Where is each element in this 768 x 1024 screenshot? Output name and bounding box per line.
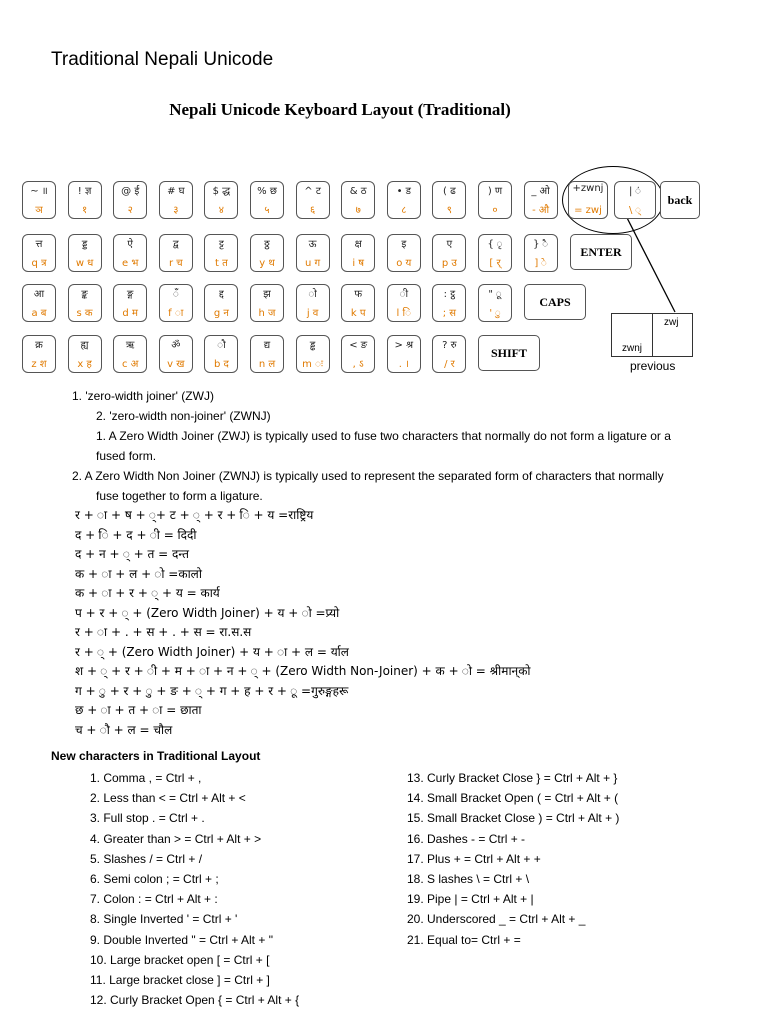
key-row4-9-base-label: . ।	[398, 359, 409, 370]
key-row2-3-base-label: e भ	[122, 258, 139, 269]
shortcut-item: 5. Slashes / = Ctrl + /	[90, 851, 203, 866]
key-row1-12-base-label: - औ	[532, 205, 550, 216]
note-zwj: 1. 'zero-width joiner' (ZWJ)	[72, 389, 214, 403]
key-row3-8	[341, 284, 375, 322]
formula-line: र + ् + (Zero Width Joiner) + य + ा + ल = र्याल	[75, 644, 349, 659]
key-row4-2	[68, 335, 102, 373]
key-row4-5	[204, 335, 238, 373]
key-row4-9	[387, 335, 421, 373]
key-row3-4-base-label: f ा	[168, 308, 184, 319]
key-row1-1-shift-label: ~ ॥	[30, 186, 48, 197]
key-row3-5-base-label: g न	[213, 308, 229, 319]
key-row4-5-shift-label: ौ	[217, 340, 226, 351]
caps-key: CAPS	[524, 284, 586, 320]
key-row2-2-base-label: w ध	[75, 258, 94, 269]
key-row4-10	[432, 335, 466, 373]
key-row3-6	[250, 284, 284, 322]
key-row1-10-base-label: ९	[446, 205, 452, 216]
key-row2-7-base-label: u ग	[305, 258, 321, 269]
key-row2-10-shift-label: ए	[446, 239, 453, 250]
keyboard-diagram	[0, 0, 768, 400]
key-row1-4-shift-label: # घ	[167, 186, 185, 197]
key-row4-7	[296, 335, 330, 373]
key-row3-7	[296, 284, 330, 322]
key-row2-6-base-label: y थ	[259, 258, 275, 269]
key-row2-12-shift-label: } ै	[533, 239, 549, 250]
shortcut-item: 21. Equal to= Ctrl + =	[407, 932, 521, 947]
key-row2-4	[159, 234, 193, 272]
back-key: back	[660, 181, 700, 219]
key-row3-2-shift-label: ङ्क	[81, 289, 88, 300]
key-row4-8	[341, 335, 375, 373]
key-row1-10	[432, 181, 466, 219]
key-row2-7-shift-label: ऊ	[308, 239, 317, 250]
key-row2-1-base-label: q त्र	[31, 258, 47, 269]
key-row4-4	[159, 335, 193, 373]
formula-line: ग + ु + र + ु + ङ + ् + ग + ह + र + ू =गुरुङ्गहरू	[75, 683, 349, 698]
new-characters-left-column	[90, 768, 299, 1010]
key-row2-8-base-label: i ष	[352, 258, 365, 269]
key-row4-10-base-label: / र	[444, 359, 455, 370]
key-row3-5-shift-label: द्द	[218, 289, 224, 300]
key-row3-10-shift-label: : ट्ठ	[443, 289, 456, 300]
key-row2-3	[113, 234, 147, 272]
key-row2-8	[341, 234, 375, 272]
key-row3-4	[159, 284, 193, 322]
key-row3-5	[204, 284, 238, 322]
key-row2-7	[296, 234, 330, 272]
key-row2-6	[250, 234, 284, 272]
document-title: Traditional Nepali Unicode	[51, 49, 274, 70]
key-row4-7-shift-label: ड्ढ	[309, 340, 316, 351]
formula-line: र + ा + ष + ्+ ट + ् + र + ि + य =राष्ट्रिय	[75, 508, 314, 522]
key-row3-1-base-label: a ब	[31, 308, 47, 319]
enter-key: ENTER	[570, 234, 632, 270]
key-row1-3-base-label: २	[127, 205, 133, 216]
key-row1-4	[159, 181, 193, 219]
key-row3-10	[432, 284, 466, 322]
key-row3-3-shift-label: ङ्ग	[127, 289, 134, 300]
key-row2-9-base-label: o य	[396, 258, 412, 269]
key-row1-7-base-label: ६	[309, 205, 316, 216]
key-row3-11-shift-label: " ू	[488, 289, 502, 300]
keyboard-layout-title: Nepali Unicode Keyboard Layout (Traditional)	[169, 100, 511, 119]
key-row3-2-base-label: s क	[76, 308, 93, 319]
formula-line: श + ् + र + ी + म + ा + न + ् + (Zero Width Non-Joiner) + क + ो = श्रीमान्‌को	[75, 664, 531, 678]
key-row4-6-shift-label: द्य	[263, 340, 271, 351]
key-row1-10-shift-label: ( ढ	[443, 186, 456, 197]
key-row3-11-base-label: ' ु	[489, 308, 501, 319]
key-row4-2-shift-label: ह्य	[80, 340, 89, 351]
key-row3-11	[478, 284, 512, 322]
key-row2-12-base-label: ] े	[534, 258, 547, 269]
key-row3-1	[22, 284, 56, 322]
shortcut-item: 6. Semi colon ; = Ctrl + ;	[90, 872, 219, 887]
key-row1-4-base-label: ३	[173, 205, 179, 216]
key-row1-3-shift-label: @ ई	[121, 186, 140, 197]
key-row2-11-base-label: [ र्	[489, 258, 501, 269]
key-row1-6	[250, 181, 284, 219]
key-row1-6-shift-label: % छ	[257, 186, 277, 197]
formula-line: द + ि + द + ी = दिदी	[75, 527, 197, 542]
shortcut-item: 7. Colon : = Ctrl + Alt + :	[90, 892, 218, 907]
key-row2-9	[387, 234, 421, 272]
key-row3-8-shift-label: फ	[354, 289, 363, 300]
formula-line: र + ा + . + स + . + स = रा.स.स	[75, 625, 252, 639]
note-zwnj-desc-cont: fuse together to form a ligature.	[96, 489, 263, 503]
prev-zwnj-label: zwnj	[622, 343, 643, 354]
key-row2-4-base-label: r च	[168, 258, 183, 269]
key-row3-9-shift-label: ी	[399, 289, 409, 300]
key-row1-3	[113, 181, 147, 219]
key-row4-1	[22, 335, 56, 373]
key-row1-8-shift-label: & ठ	[349, 186, 367, 197]
shortcut-item: 2. Less than < = Ctrl + Alt + <	[90, 791, 246, 806]
formula-line: च + ौ + ल = चौल	[75, 722, 173, 737]
key-row4-8-shift-label: < ङ	[349, 340, 368, 351]
key-row1-5	[204, 181, 238, 219]
key-row2-11	[478, 234, 512, 272]
key-row2-5	[204, 234, 238, 272]
prev-zwj-label: zwj	[664, 317, 679, 328]
key-row4-3-base-label: c अ	[122, 359, 139, 370]
key-row4-6	[250, 335, 284, 373]
key-row4-10-shift-label: ? रु	[442, 340, 457, 351]
key-row3-2	[68, 284, 102, 322]
shortcut-item: 10. Large bracket open [ = Ctrl + [	[90, 952, 270, 967]
shortcut-item: 1. Comma , = Ctrl + ,	[90, 771, 202, 785]
key-row4-3	[113, 335, 147, 373]
key-row3-7-base-label: j व	[306, 308, 319, 319]
key-row1-7-shift-label: ^ ट	[304, 186, 321, 197]
note-zwj-desc: 1. A Zero Width Joiner (ZWJ) is typically used to fuse two characters that normally do not form a ligature or a	[96, 429, 671, 443]
formula-line: प + र + ् + (Zero Width Joiner) + य + ो =प्र्यो	[75, 605, 340, 620]
key-row2-3-shift-label: ऐ	[127, 239, 133, 250]
shortcut-item: 9. Double Inverted " = Ctrl + Alt + "	[90, 932, 273, 947]
key-row1-5-shift-label: $ द्ध	[212, 186, 231, 197]
shift-key: SHIFT	[478, 335, 540, 371]
key-row3-7-shift-label: ो	[308, 289, 317, 300]
key-row3-9-base-label: l ि	[396, 308, 412, 319]
key-row2-1-shift-label: त्त	[35, 239, 43, 250]
key-row1-5-base-label: ४	[218, 205, 224, 216]
key-zwnj-base-label: = zwj	[574, 205, 602, 216]
key-row1-11-base-label: ०	[492, 205, 498, 216]
key-pipe	[614, 181, 656, 219]
key-row3-4-shift-label: ँ	[172, 289, 179, 300]
note-zwj-desc-cont: fused form.	[96, 449, 157, 463]
key-row4-5-base-label: b द	[213, 359, 229, 370]
key-zwnj-shift-label: +zwnj	[572, 183, 604, 194]
key-row1-2-shift-label: ! ज्ञ	[77, 186, 92, 197]
key-row3-10-base-label: ; स	[442, 308, 457, 319]
note-zwnj: 2. 'zero-width non-joiner' (ZWNJ)	[96, 409, 271, 423]
key-row1-2	[68, 181, 102, 219]
key-row4-1-shift-label: क्र	[35, 340, 43, 351]
key-row4-9-shift-label: > श्र	[394, 340, 414, 351]
key-row1-8	[341, 181, 375, 219]
shortcut-item: 19. Pipe | = Ctrl + Alt + |	[407, 892, 534, 907]
shortcut-item: 16. Dashes - = Ctrl + -	[407, 831, 526, 846]
key-row3-6-base-label: h ज	[258, 308, 276, 319]
key-row4-2-base-label: x ह	[77, 359, 92, 370]
key-pipe-shift-label: | ं	[629, 186, 641, 197]
notes-section	[50, 386, 730, 506]
shortcut-item: 20. Underscored _ = Ctrl + Alt + _	[407, 912, 586, 927]
key-row3-3-base-label: d म	[122, 308, 138, 319]
key-row4-6-base-label: n ल	[258, 359, 276, 370]
shortcut-item: 4. Greater than > = Ctrl + Alt + >	[90, 831, 262, 846]
key-row1-11	[478, 181, 512, 219]
key-row1-9-base-label: ८	[401, 205, 407, 216]
key-row2-6-shift-label: ठ्ठ	[264, 239, 270, 250]
shortcut-item: 12. Curly Bracket Open { = Ctrl + Alt + {	[90, 993, 300, 1008]
key-row2-10-base-label: p उ	[441, 258, 457, 269]
previous-label: previous	[630, 359, 676, 373]
shortcut-item: 13. Curly Bracket Close } = Ctrl + Alt + }	[407, 771, 618, 785]
key-row4-8-base-label: , ऽ	[352, 359, 364, 370]
shortcut-item: 14. Small Bracket Open ( = Ctrl + Alt + (	[407, 791, 619, 806]
key-row2-10	[432, 234, 466, 272]
key-pipe-base-label: \ ्	[629, 205, 641, 216]
key-row3-9	[387, 284, 421, 322]
key-row2-9-shift-label: इ	[401, 239, 407, 250]
key-row4-3-shift-label: ऋ	[125, 340, 135, 351]
formula-line: क + ा + र + ् + य = कार्य	[75, 586, 220, 600]
key-row2-2	[68, 234, 102, 272]
key-row1-7	[296, 181, 330, 219]
key-zwnj	[568, 181, 608, 219]
key-row1-9-shift-label: • ड	[396, 186, 412, 197]
key-row1-9	[387, 181, 421, 219]
key-row2-1	[22, 234, 56, 272]
shortcut-item: 15. Small Bracket Close ) = Ctrl + Alt + )	[407, 811, 620, 826]
shortcut-item: 17. Plus + = Ctrl + Alt + +	[407, 851, 541, 866]
new-characters-heading: New characters in Traditional Layout	[51, 749, 261, 763]
key-row1-2-base-label: १	[81, 205, 88, 216]
key-row1-6-base-label: ५	[264, 205, 270, 216]
key-row3-3	[113, 284, 147, 322]
key-row1-1-base-label: ञ	[35, 205, 43, 216]
note-zwnj-desc: 2. A Zero Width Non Joiner (ZWNJ) is typically used to represent the separated form of characters that normally	[72, 469, 664, 483]
formula-line: द + न + ् + त = दन्त	[75, 547, 189, 561]
shortcut-item: 11. Large bracket close ] = Ctrl + ]	[90, 973, 270, 988]
key-row4-7-base-label: m ः	[302, 359, 324, 370]
key-row1-11-shift-label: ) ण	[487, 186, 503, 197]
formula-list	[75, 506, 531, 740]
shortcut-item: 8. Single Inverted ' = Ctrl + '	[90, 912, 238, 927]
key-row4-4-base-label: v ख	[167, 359, 185, 370]
key-row2-5-shift-label: ट्ट	[218, 239, 224, 250]
key-row1-12	[524, 181, 558, 219]
shortcut-item: 18. S lashes \ = Ctrl + \	[407, 872, 530, 887]
formula-line: क + ा + ल + ो =कालो	[75, 566, 202, 581]
shortcut-item: 3. Full stop . = Ctrl + .	[90, 811, 205, 826]
key-row4-4-shift-label: ॐ	[171, 340, 181, 351]
key-row2-2-shift-label: ड्ड	[81, 239, 88, 250]
key-row3-8-base-label: k प	[350, 308, 366, 319]
key-row2-4-shift-label: द्व	[172, 239, 179, 250]
key-row1-12-shift-label: _ ओ	[531, 186, 550, 197]
key-row1-8-base-label: ७	[355, 205, 361, 216]
key-row3-1-shift-label: आ	[33, 289, 45, 300]
key-row2-5-base-label: t त	[214, 258, 228, 269]
new-characters-right-column	[407, 768, 619, 950]
key-row1-1	[22, 181, 56, 219]
key-row2-12	[524, 234, 558, 272]
key-row4-1-base-label: z श	[31, 359, 47, 370]
key-row2-11-shift-label: { ृ	[487, 239, 503, 250]
key-row3-6-shift-label: झ	[263, 289, 271, 300]
key-row2-8-shift-label: क्ष	[354, 239, 362, 250]
formula-line: छ + ा + त + ा = छाता	[75, 703, 202, 717]
